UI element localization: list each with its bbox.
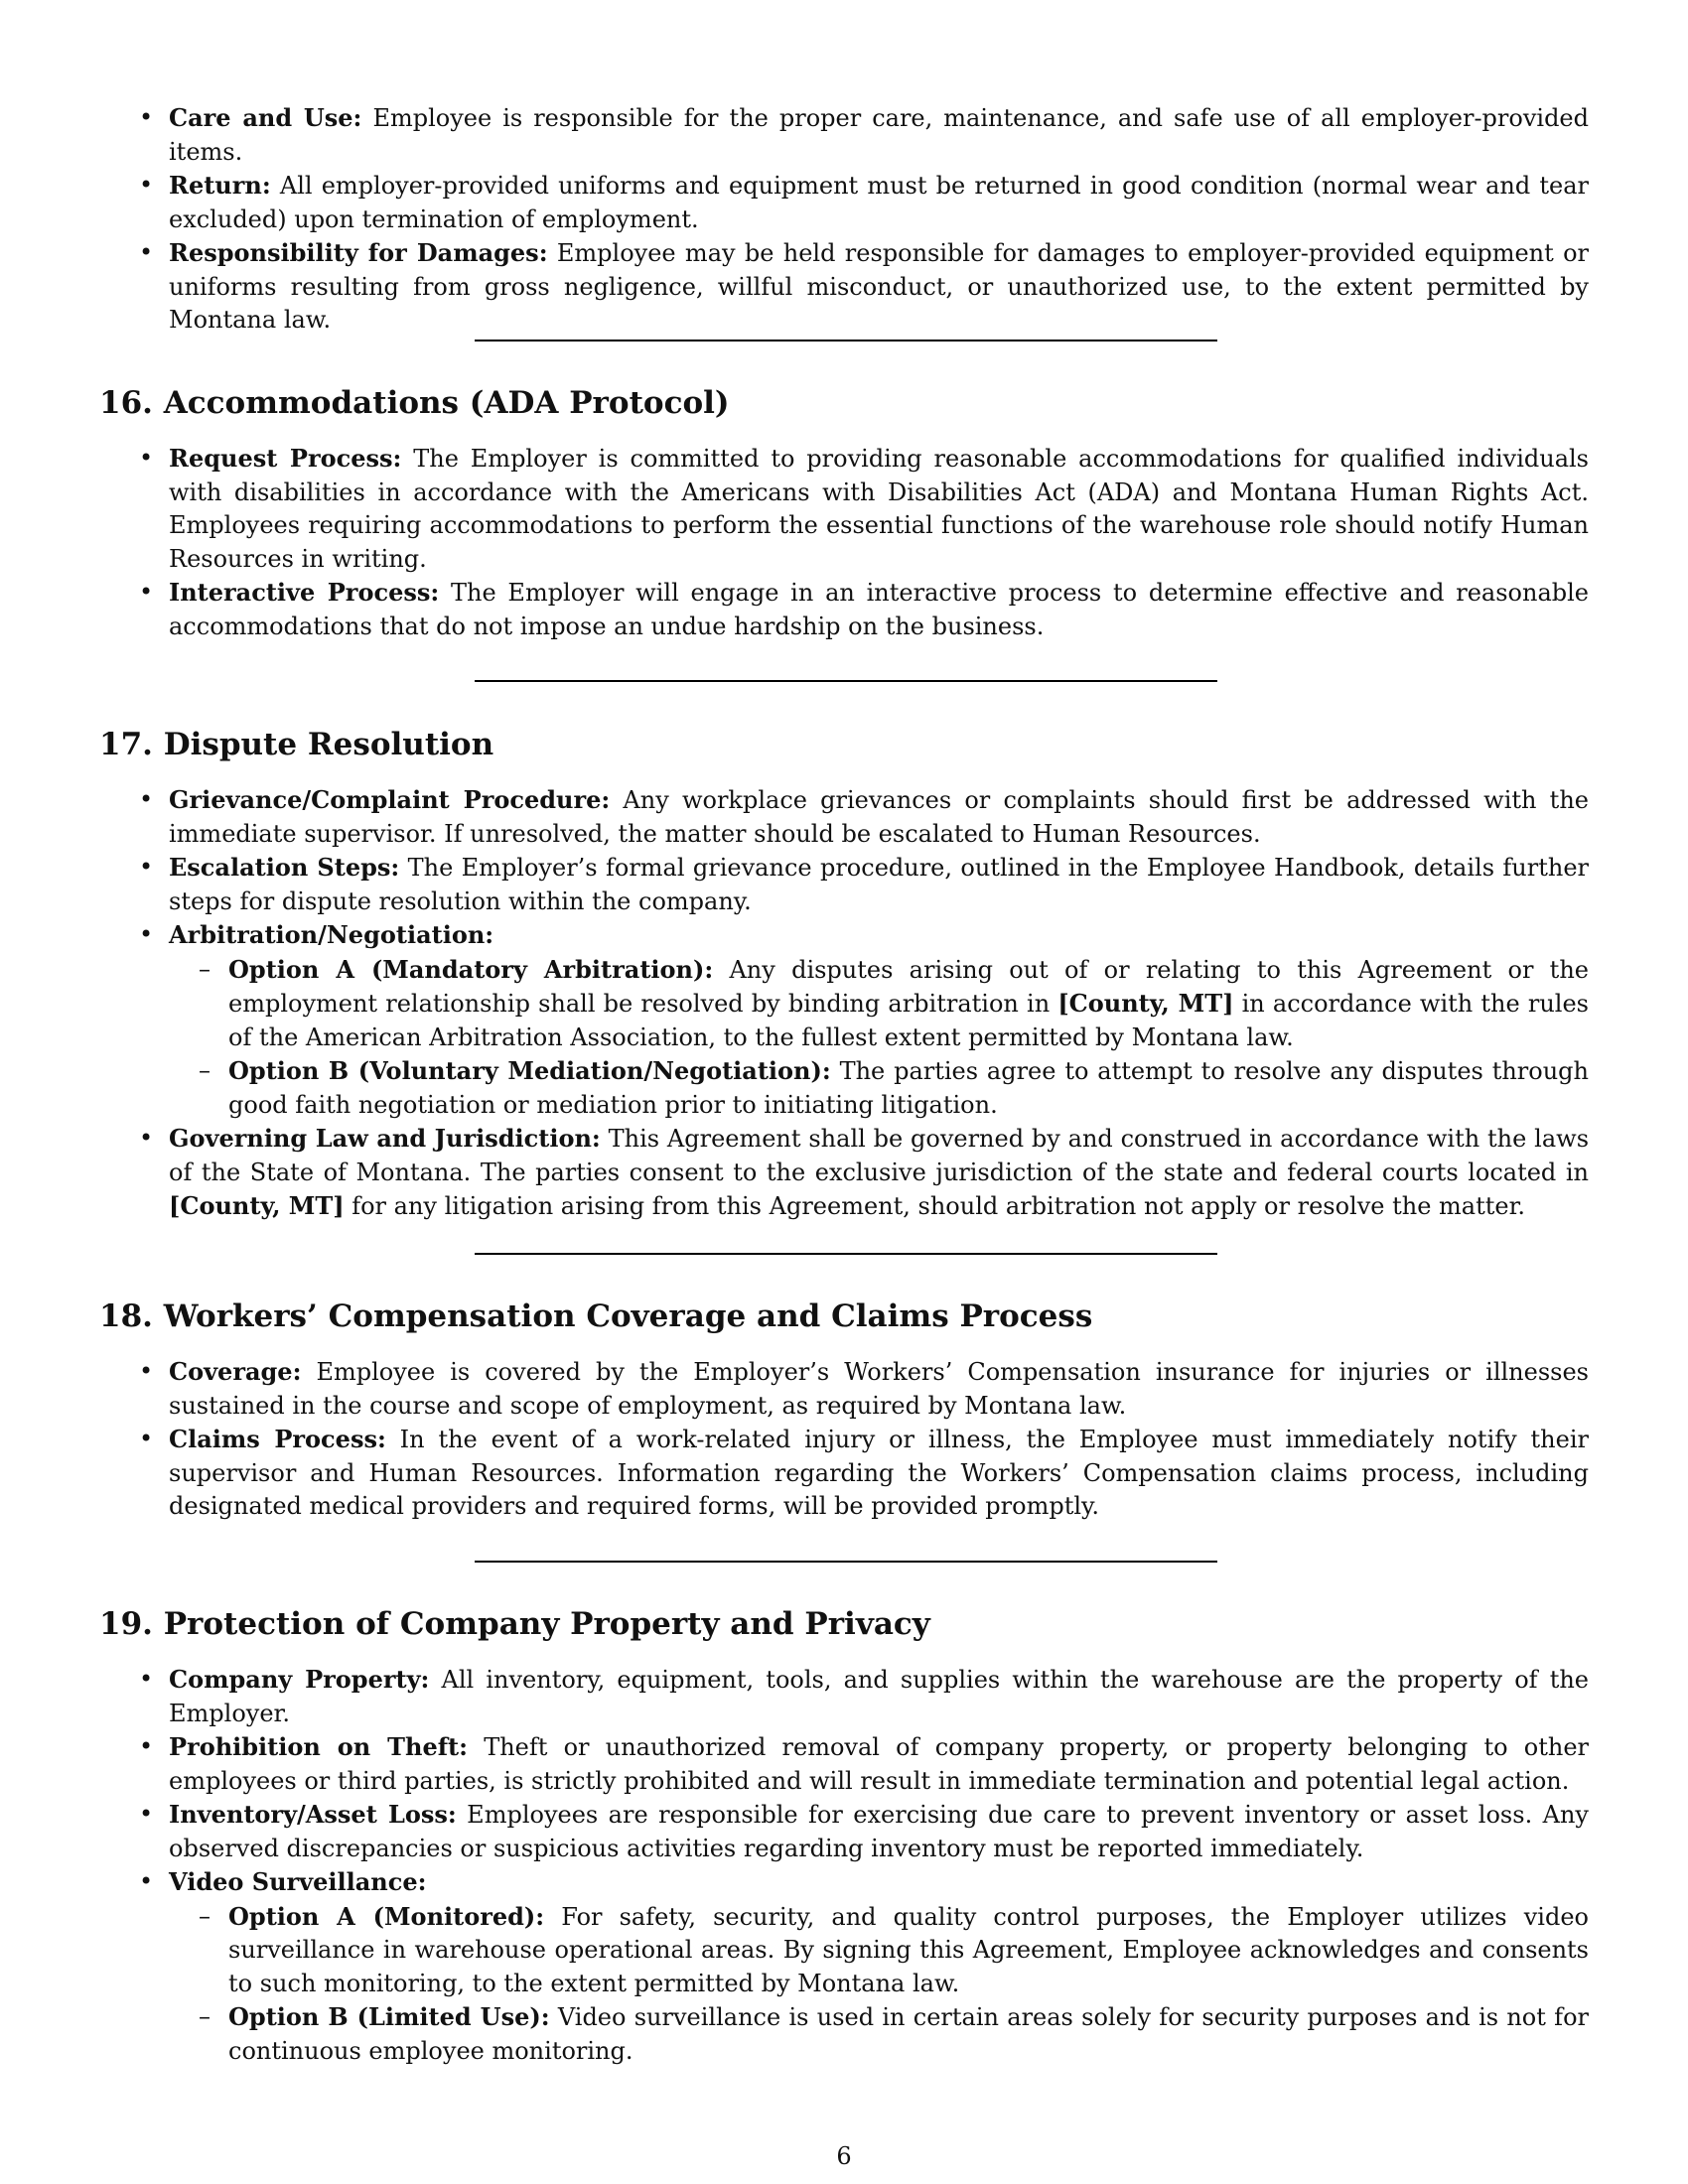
sub-list-item: – Option B (Voluntary Mediation/Negotiation): The parties agree to attempt to resolve any disputes through good faith negotiation or mediation prior to initiating litigation. [99,1054,1589,1122]
list-item: • Inventory/Asset Loss: Employees are responsible for exercising due care to prevent inventory or asset loss. Any observed discrepancies or suspicious activities regarding inventory must be reported immediately. [99,1798,1589,1865]
section-heading-17: 17. Dispute Resolution [99,727,494,762]
section-divider [475,680,1217,682]
section-heading-19: 19. Protection of Company Property and Privacy [99,1606,930,1642]
bullet-list [99,101,1589,338]
sub-list-item: – Option B (Limited Use): Video surveillance is used in certain areas solely for security purposes and is not for continuous employee monitoring. [99,2000,1589,2068]
list-item: • Care and Use: Employee is responsible for the proper care, maintenance, and safe use of all employer-provided items. [99,101,1589,169]
list-item: • Prohibition on Theft: Theft or unauthorized removal of company property, or property belonging to other employees or third parties, is strictly prohibited and will result in immediate termination and potential legal action. [99,1730,1589,1798]
list-item: • Coverage: Employee is covered by the Employer’s Workers’ Compensation insurance for injuries or illnesses sustained in the course and scope of employment, as required by Montana law. [99,1355,1589,1423]
list-item: • Grievance/Complaint Procedure: Any workplace grievances or complaints should first be addressed with the immediate supervisor. If unresolved, the matter should be escalated to Human Resources. [99,783,1589,851]
section-divider [475,1253,1217,1255]
section-18-body [99,1355,1589,1524]
section-divider [475,1561,1217,1563]
bullet-list [99,783,1589,1224]
bullet-list [99,442,1589,643]
list-item: • Claims Process: In the event of a work-related injury or illness, the Employee must immediately notify their supervisor and Human Resources. Information regarding the Workers’ Compensation claims process, including designated medical providers and required forms, will be provided promptly. [99,1423,1589,1524]
sub-list [99,953,1589,1123]
section-19-body [99,1663,1589,2068]
sub-list-item: – Option A (Monitored): For safety, security, and quality control purposes, the Employer utilizes video surveillance in warehouse operational areas. By signing this Agreement, Employee acknowledges and consents to such monitoring, to the extent permitted by Montana law. [99,1900,1589,2001]
section-heading-16: 16. Accommodations (ADA Protocol) [99,385,730,421]
bullet-list [99,1355,1589,1524]
section-17-body [99,783,1589,1224]
section-heading-18: 18. Workers’ Compensation Coverage and Claims Process [99,1298,1093,1334]
list-item: • Escalation Steps: The Employer’s formal grievance procedure, outlined in the Employee Handbook, details further steps for dispute resolution within the company. [99,851,1589,918]
page-number: 6 [836,2142,852,2170]
sub-list-item: – Option A (Mandatory Arbitration): Any disputes arising out of or relating to this Agreement or the employment relationship shall be resolved by binding arbitration in [County, MT] in accordance with the rules of the American Arbitration Association, to the fullest extent permitted by Montana law. [99,953,1589,1055]
list-item: • Company Property: All inventory, equipment, tools, and supplies within the warehouse are the property of the Employer. [99,1663,1589,1730]
list-item: • Request Process: The Employer is committed to providing reasonable accommodations for qualified individuals with disabilities in accordance with the Americans with Disabilities Act (ADA) and Montana Human Rights Act. Employees requiring accommodations to perform the essential functions of the warehouse role should notify Human Resources in writing. [99,442,1589,576]
bullet-list [99,1663,1589,2068]
section-16-body [99,442,1589,643]
list-item: • Arbitration/Negotiation: – Option A (Mandatory Arbitration): Any disputes arising out of or relating to this Agreement or the employment relationship shall be resolved by binding arbitration in [County, MT] in accordance with the rules of the American Arbitration Association, to the fullest extent permitted by Montana law. – Option B (Voluntary Mediation/Negotiation): The parties agree to attempt to resolve any disputes through good faith negotiation or mediation prior to initiating litigation. [99,918,1589,1122]
list-item: • Return: All employer-provided uniforms and equipment must be returned in good condition (normal wear and tear excluded) upon termination of employment. [99,169,1589,236]
sub-list [99,1900,1589,2069]
section-15-continuation [99,101,1589,338]
list-item: • Interactive Process: The Employer will engage in an interactive process to determine effective and reasonable accommodations that do not impose an undue hardship on the business. [99,576,1589,643]
list-item: • Responsibility for Damages: Employee may be held responsible for damages to employer-provided equipment or uniforms resulting from gross negligence, willful misconduct, or unauthorized use, to the extent permitted by Montana law. [99,236,1589,338]
section-divider [475,340,1217,341]
list-item: • Video Surveillance: – Option A (Monitored): For safety, security, and quality control purposes, the Employer utilizes video surveillance in warehouse operational areas. By signing this Agreement, Employee acknowledges and consents to such monitoring, to the extent permitted by Montana law. – Option B (Limited Use): Video surveillance is used in certain areas solely for security purposes and is not for continuous employee monitoring. [99,1865,1589,2068]
list-item: • Governing Law and Jurisdiction: This Agreement shall be governed by and construed in accordance with the laws of the State of Montana. The parties consent to the exclusive jurisdiction of the state and federal courts located in [County, MT] for any litigation arising from this Agreement, should arbitration not apply or resolve the matter. [99,1122,1589,1224]
